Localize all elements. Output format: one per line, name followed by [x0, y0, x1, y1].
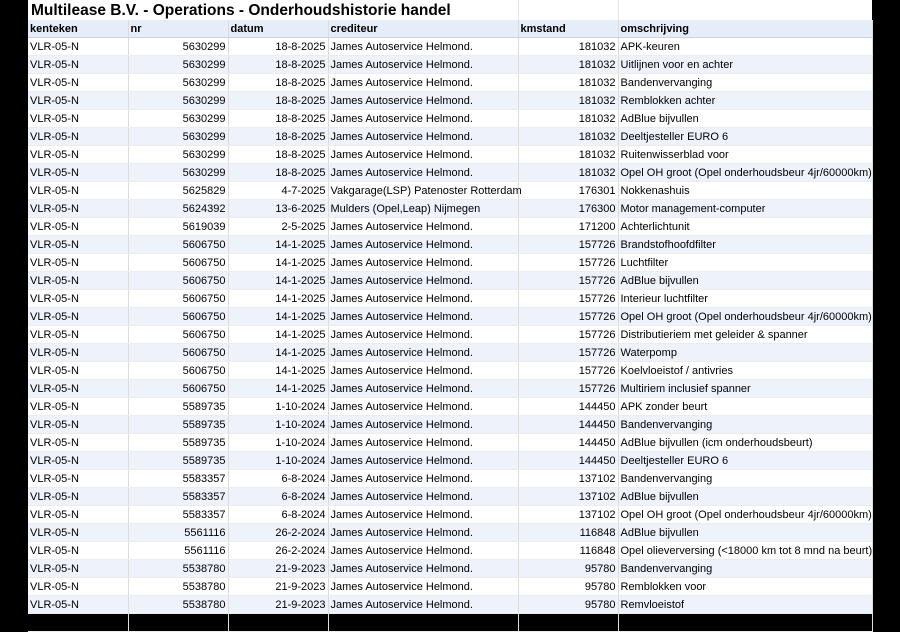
cell-kenteken[interactable]: VLR-05-N	[28, 434, 128, 452]
cell-crediteur[interactable]: James Autoservice Helmond.	[328, 416, 518, 434]
cell-kenteken[interactable]: VLR-05-N	[28, 326, 128, 344]
cell-nr[interactable]: 5538780	[128, 596, 228, 614]
cell-datum[interactable]: 6-8-2024	[228, 506, 328, 524]
cell-omschrijving[interactable]: Opel olieverversing (<18000 km tot 8 mnd na beurt)	[618, 542, 872, 560]
cell-kmstand[interactable]: 181032	[518, 38, 618, 56]
table-row	[28, 326, 872, 344]
cell-kenteken[interactable]: VLR-05-N	[28, 146, 128, 164]
cell-datum[interactable]: 14-1-2025	[228, 380, 328, 398]
cell-crediteur[interactable]: James Autoservice Helmond.	[328, 596, 518, 614]
cell-crediteur[interactable]: James Autoservice Helmond.	[328, 488, 518, 506]
table-row	[28, 560, 872, 578]
cell-omschrijving[interactable]: Opel OH groot (Opel onderhoudsbeur 4jr/60000km)	[618, 164, 872, 182]
cell-omschrijving[interactable]: Remblokken achter	[618, 92, 872, 110]
cell-datum[interactable]: 14-1-2025	[228, 344, 328, 362]
cell-crediteur[interactable]: James Autoservice Helmond.	[328, 128, 518, 146]
cell-kenteken[interactable]: VLR-05-N	[28, 128, 128, 146]
cell-crediteur[interactable]: James Autoservice Helmond.	[328, 614, 518, 632]
cell-crediteur[interactable]: James Autoservice Helmond.	[328, 146, 518, 164]
cell-omschrijving[interactable]: Uitlijnen voor en achter	[618, 56, 872, 74]
cell-kmstand[interactable]: 181032	[518, 74, 618, 92]
grid-line	[518, 0, 519, 20]
cell-nr[interactable]: 5630299	[128, 74, 228, 92]
cell-datum[interactable]: 14-1-2025	[228, 272, 328, 290]
cell-nr[interactable]: 5583357	[128, 488, 228, 506]
cell-kenteken[interactable]: VLR-05-N	[28, 344, 128, 362]
cell-crediteur[interactable]: James Autoservice Helmond.	[328, 398, 518, 416]
cell-crediteur[interactable]: James Autoservice Helmond.	[328, 164, 518, 182]
cell-kmstand[interactable]: 95780	[518, 614, 618, 632]
table-row	[28, 182, 872, 200]
cell-omschrijving[interactable]: Distributieriem met geleider & spanner	[618, 326, 872, 344]
table-row	[28, 452, 872, 470]
cell-omschrijving[interactable]: AdBlue bijvullen	[618, 272, 872, 290]
cell-kenteken[interactable]: VLR-05-N	[28, 488, 128, 506]
table-row	[28, 488, 872, 506]
cell-kmstand[interactable]: 144450	[518, 434, 618, 452]
cell-datum[interactable]: 18-8-2025	[228, 74, 328, 92]
cell-nr[interactable]: 5583357	[128, 506, 228, 524]
cell-datum[interactable]: 6-8-2024	[228, 488, 328, 506]
table-row	[28, 164, 872, 182]
table-row	[28, 92, 872, 110]
cell-crediteur[interactable]: James Autoservice Helmond.	[328, 434, 518, 452]
cell-nr[interactable]: 5606750	[128, 380, 228, 398]
cell-kmstand[interactable]: 157726	[518, 326, 618, 344]
cell-nr[interactable]: 5606750	[128, 308, 228, 326]
cell-omschrijving[interactable]: Waterpomp	[618, 344, 872, 362]
grid-line	[618, 0, 619, 20]
cell-crediteur[interactable]: James Autoservice Helmond.	[328, 542, 518, 560]
cell-crediteur[interactable]: James Autoservice Helmond.	[328, 560, 518, 578]
cell-kenteken[interactable]: VLR-05-N	[28, 182, 128, 200]
cell-datum[interactable]: 26-2-2024	[228, 542, 328, 560]
cell-nr[interactable]: 5619039	[128, 218, 228, 236]
cell-kenteken[interactable]: VLR-05-N	[28, 290, 128, 308]
cell-datum[interactable]: 4-7-2025	[228, 182, 328, 200]
cell-kmstand[interactable]: 181032	[518, 164, 618, 182]
cell-crediteur[interactable]: James Autoservice Helmond.	[328, 344, 518, 362]
cell-kmstand[interactable]: 116848	[518, 542, 618, 560]
table-row	[28, 344, 872, 362]
cell-nr[interactable]: 5589735	[128, 434, 228, 452]
cell-nr[interactable]: 5630299	[128, 146, 228, 164]
cell-omschrijving[interactable]: AdBlue bijvullen (icm onderhoudsbeurt)	[618, 434, 872, 452]
table-row	[28, 308, 872, 326]
col-header-datum[interactable]: datum	[228, 20, 328, 38]
cell-omschrijving[interactable]: Brandstofhoofdfilter	[618, 236, 872, 254]
cell-datum[interactable]: 6-8-2024	[228, 470, 328, 488]
cell-kmstand[interactable]: 157726	[518, 344, 618, 362]
cell-omschrijving[interactable]: Bandenvervanging	[618, 74, 872, 92]
cell-datum[interactable]: 21-9-2023	[228, 560, 328, 578]
cell-kenteken[interactable]: VLR-05-N	[28, 218, 128, 236]
cell-nr[interactable]: 5583357	[128, 470, 228, 488]
cell-datum[interactable]: 1-10-2024	[228, 434, 328, 452]
cell-datum[interactable]: 14-1-2025	[228, 326, 328, 344]
cell-crediteur[interactable]: James Autoservice Helmond.	[328, 326, 518, 344]
table-row	[28, 236, 872, 254]
col-header-omschrijving[interactable]: omschrijving	[618, 20, 872, 38]
cell-kmstand[interactable]: 181032	[518, 92, 618, 110]
cell-crediteur[interactable]: Vakgarage(LSP) Patenoster Rotterdam	[328, 182, 518, 200]
cell-datum[interactable]: 1-10-2024	[228, 416, 328, 434]
table-row	[28, 272, 872, 290]
cell-kmstand[interactable]: 157726	[518, 380, 618, 398]
cell-nr[interactable]: 5589735	[128, 398, 228, 416]
table-row	[28, 578, 872, 596]
cell-kenteken[interactable]: VLR-05-N	[28, 38, 128, 56]
cell-crediteur[interactable]: James Autoservice Helmond.	[328, 254, 518, 272]
cell-kenteken[interactable]: VLR-05-N	[28, 452, 128, 470]
cell-datum[interactable]: 14-1-2025	[228, 362, 328, 380]
table-row	[28, 398, 872, 416]
sheet-title: Multilease B.V. - Operations - Onderhoudshistorie handel	[31, 2, 451, 19]
cell-nr[interactable]: 5561116	[128, 542, 228, 560]
cell-nr[interactable]: 5538780	[128, 614, 228, 632]
cell-omschrijving[interactable]: Brandstofhoofdfilter	[618, 614, 872, 632]
cell-nr[interactable]: 5624392	[128, 200, 228, 218]
cell-kmstand[interactable]: 116848	[518, 524, 618, 542]
cell-datum[interactable]: 13-6-2025	[228, 200, 328, 218]
cell-datum[interactable]: 1-10-2024	[228, 398, 328, 416]
cell-omschrijving[interactable]: Deeltjesteller EURO 6	[618, 452, 872, 470]
cell-crediteur[interactable]: Mulders (Opel,Leap) Nijmegen	[328, 200, 518, 218]
cell-kenteken[interactable]: VLR-05-N	[28, 524, 128, 542]
cell-kenteken[interactable]: VLR-05-N	[28, 308, 128, 326]
cell-nr[interactable]: 5606750	[128, 326, 228, 344]
cell-kmstand[interactable]: 157726	[518, 290, 618, 308]
cell-kmstand[interactable]: 95780	[518, 560, 618, 578]
cell-kmstand[interactable]: 157726	[518, 362, 618, 380]
cell-omschrijving[interactable]: Remblokken voor	[618, 578, 872, 596]
table-row	[28, 416, 872, 434]
cell-datum[interactable]: 18-8-2025	[228, 164, 328, 182]
cell-kenteken[interactable]: VLR-05-N	[28, 560, 128, 578]
col-header-kmstand[interactable]: kmstand	[518, 20, 618, 38]
cell-omschrijving[interactable]: Interieur luchtfilter	[618, 290, 872, 308]
cell-kmstand[interactable]: 157726	[518, 254, 618, 272]
table-row	[28, 506, 872, 524]
cell-nr[interactable]: 5538780	[128, 560, 228, 578]
header-row	[28, 20, 872, 38]
cell-crediteur[interactable]: James Autoservice Helmond.	[328, 218, 518, 236]
cell-omschrijving[interactable]: Opel OH groot (Opel onderhoudsbeur 4jr/60000km)	[618, 308, 872, 326]
cell-kmstand[interactable]: 181032	[518, 146, 618, 164]
table-row	[28, 542, 872, 560]
cell-kenteken[interactable]: VLR-05-N	[28, 614, 128, 632]
cell-kmstand[interactable]: 157726	[518, 308, 618, 326]
table-row	[28, 56, 872, 74]
cell-omschrijving[interactable]: AdBlue bijvullen	[618, 524, 872, 542]
cell-datum[interactable]: 14-1-2025	[228, 236, 328, 254]
cell-nr[interactable]: 5630299	[128, 92, 228, 110]
table-row	[28, 110, 872, 128]
cell-omschrijving[interactable]: Ruitenwisserblad voor	[618, 146, 872, 164]
cell-omschrijving[interactable]: Bandenvervanging	[618, 470, 872, 488]
cell-nr[interactable]: 5606750	[128, 236, 228, 254]
cell-nr[interactable]: 5630299	[128, 38, 228, 56]
cell-datum[interactable]: 18-8-2025	[228, 92, 328, 110]
cell-kmstand[interactable]: 144450	[518, 416, 618, 434]
table-row	[28, 362, 872, 380]
cell-nr[interactable]: 5606750	[128, 362, 228, 380]
cell-kmstand[interactable]: 137102	[518, 506, 618, 524]
col-header-kenteken[interactable]: kenteken	[28, 20, 128, 38]
cell-kenteken[interactable]: VLR-05-N	[28, 596, 128, 614]
table-row	[28, 524, 872, 542]
cell-omschrijving[interactable]: APK zonder beurt	[618, 398, 872, 416]
cell-crediteur[interactable]: James Autoservice Helmond.	[328, 578, 518, 596]
cell-omschrijving[interactable]: Achterlichtunit	[618, 218, 872, 236]
cell-nr[interactable]: 5630299	[128, 110, 228, 128]
table-row	[28, 38, 872, 56]
cell-kenteken[interactable]: VLR-05-N	[28, 254, 128, 272]
cell-kmstand[interactable]: 181032	[518, 128, 618, 146]
cell-kenteken[interactable]: VLR-05-N	[28, 92, 128, 110]
cell-nr[interactable]: 5606750	[128, 272, 228, 290]
cell-datum[interactable]: 14-1-2025	[228, 254, 328, 272]
cell-nr[interactable]: 5625829	[128, 182, 228, 200]
cell-kmstand[interactable]: 181032	[518, 56, 618, 74]
table-row	[28, 596, 872, 614]
col-header-crediteur[interactable]: crediteur	[328, 20, 518, 38]
cell-kmstand[interactable]: 171200	[518, 218, 618, 236]
cell-datum[interactable]: 26-2-2024	[228, 524, 328, 542]
cell-nr[interactable]: 5589735	[128, 452, 228, 470]
cell-crediteur[interactable]: James Autoservice Helmond.	[328, 56, 518, 74]
cell-kenteken[interactable]: VLR-05-N	[28, 236, 128, 254]
cell-omschrijving[interactable]: Deeltjesteller EURO 6	[618, 128, 872, 146]
cell-nr[interactable]: 5606750	[128, 290, 228, 308]
cell-crediteur[interactable]: James Autoservice Helmond.	[328, 380, 518, 398]
cell-nr[interactable]: 5606750	[128, 254, 228, 272]
cell-datum[interactable]: 18-8-2025	[228, 56, 328, 74]
cell-nr[interactable]: 5630299	[128, 56, 228, 74]
cell-crediteur[interactable]: James Autoservice Helmond.	[328, 92, 518, 110]
cell-kmstand[interactable]: 181032	[518, 110, 618, 128]
cell-omschrijving[interactable]: Luchtfilter	[618, 254, 872, 272]
spreadsheet	[28, 0, 873, 629]
cell-crediteur[interactable]: James Autoservice Helmond.	[328, 470, 518, 488]
cell-datum[interactable]: 14-1-2025	[228, 308, 328, 326]
cell-kenteken[interactable]: VLR-05-N	[28, 578, 128, 596]
cell-kenteken[interactable]: VLR-05-N	[28, 416, 128, 434]
table-row	[28, 254, 872, 272]
cell-crediteur[interactable]: James Autoservice Helmond.	[328, 236, 518, 254]
cell-kenteken[interactable]: VLR-05-N	[28, 542, 128, 560]
table-row	[28, 218, 872, 236]
cell-omschrijving[interactable]: APK-keuren	[618, 38, 872, 56]
cell-kenteken[interactable]: VLR-05-N	[28, 398, 128, 416]
cell-kenteken[interactable]: VLR-05-N	[28, 56, 128, 74]
cell-omschrijving[interactable]: Opel OH groot (Opel onderhoudsbeur 4jr/60000km)	[618, 506, 872, 524]
sheet-title-row	[28, 0, 872, 20]
cell-datum[interactable]: 2-5-2025	[228, 218, 328, 236]
cell-kmstand[interactable]: 157726	[518, 236, 618, 254]
cell-datum[interactable]: 14-1-2025	[228, 290, 328, 308]
cell-kenteken[interactable]: VLR-05-N	[28, 200, 128, 218]
cell-omschrijving[interactable]: AdBlue bijvullen	[618, 110, 872, 128]
cell-omschrijving[interactable]: Bandenvervanging	[618, 416, 872, 434]
cell-kenteken[interactable]: VLR-05-N	[28, 74, 128, 92]
cell-nr[interactable]: 5589735	[128, 416, 228, 434]
cell-crediteur[interactable]: James Autoservice Helmond.	[328, 308, 518, 326]
cell-omschrijving[interactable]: Koelvloeistof / antivries	[618, 362, 872, 380]
cell-kmstand[interactable]: 144450	[518, 452, 618, 470]
cell-kmstand[interactable]: 137102	[518, 488, 618, 506]
cell-kenteken[interactable]: VLR-05-N	[28, 380, 128, 398]
cell-crediteur[interactable]: James Autoservice Helmond.	[328, 506, 518, 524]
table-row	[28, 128, 872, 146]
cell-omschrijving[interactable]: Motor management-computer	[618, 200, 872, 218]
cell-kmstand[interactable]: 176300	[518, 200, 618, 218]
cell-datum[interactable]: 21-9-2023	[228, 596, 328, 614]
cell-crediteur[interactable]: James Autoservice Helmond.	[328, 272, 518, 290]
cell-crediteur[interactable]: James Autoservice Helmond.	[328, 362, 518, 380]
cell-kmstand[interactable]: 95780	[518, 578, 618, 596]
table-row	[28, 380, 872, 398]
cell-omschrijving[interactable]: AdBlue bijvullen	[618, 488, 872, 506]
cell-kenteken[interactable]: VLR-05-N	[28, 470, 128, 488]
cell-crediteur[interactable]: James Autoservice Helmond.	[328, 290, 518, 308]
cell-omschrijving[interactable]: Nokkenashuis	[618, 182, 872, 200]
table-row	[28, 434, 872, 452]
cell-nr[interactable]: 5538780	[128, 578, 228, 596]
cell-kmstand[interactable]: 176301	[518, 182, 618, 200]
cell-nr[interactable]: 5630299	[128, 128, 228, 146]
cell-nr[interactable]: 5606750	[128, 344, 228, 362]
cell-omschrijving[interactable]: Multiriem inclusief spanner	[618, 380, 872, 398]
cell-crediteur[interactable]: James Autoservice Helmond.	[328, 524, 518, 542]
table-row	[28, 74, 872, 92]
cell-nr[interactable]: 5561116	[128, 524, 228, 542]
cell-kmstand[interactable]: 157726	[518, 272, 618, 290]
maintenance-table	[28, 20, 873, 632]
cell-crediteur[interactable]: James Autoservice Helmond.	[328, 452, 518, 470]
cell-kenteken[interactable]: VLR-05-N	[28, 272, 128, 290]
table-row	[28, 290, 872, 308]
cell-crediteur[interactable]: James Autoservice Helmond.	[328, 38, 518, 56]
cell-datum[interactable]: 18-8-2025	[228, 128, 328, 146]
cell-kenteken[interactable]: VLR-05-N	[28, 110, 128, 128]
table-row	[28, 146, 872, 164]
cell-omschrijving[interactable]: Bandenvervanging	[618, 560, 872, 578]
cell-datum[interactable]: 18-8-2025	[228, 110, 328, 128]
cell-datum[interactable]: 21-9-2023	[228, 578, 328, 596]
cell-omschrijving[interactable]: Remvloeistof	[618, 596, 872, 614]
cell-kenteken[interactable]: VLR-05-N	[28, 362, 128, 380]
cell-datum[interactable]: 18-8-2025	[228, 146, 328, 164]
cell-kenteken[interactable]: VLR-05-N	[28, 164, 128, 182]
cell-datum[interactable]: 18-8-2025	[228, 38, 328, 56]
cell-kmstand[interactable]: 137102	[518, 470, 618, 488]
cell-nr[interactable]: 5630299	[128, 164, 228, 182]
cell-crediteur[interactable]: James Autoservice Helmond.	[328, 74, 518, 92]
table-row	[28, 614, 872, 632]
cell-crediteur[interactable]: James Autoservice Helmond.	[328, 110, 518, 128]
cell-kmstand[interactable]: 144450	[518, 398, 618, 416]
cell-kmstand[interactable]: 95780	[518, 596, 618, 614]
cell-datum[interactable]: 21-9-2023	[228, 614, 328, 632]
table-row	[28, 200, 872, 218]
col-header-nr[interactable]: nr	[128, 20, 228, 38]
table-row	[28, 470, 872, 488]
cell-datum[interactable]: 1-10-2024	[228, 452, 328, 470]
cell-kenteken[interactable]: VLR-05-N	[28, 506, 128, 524]
